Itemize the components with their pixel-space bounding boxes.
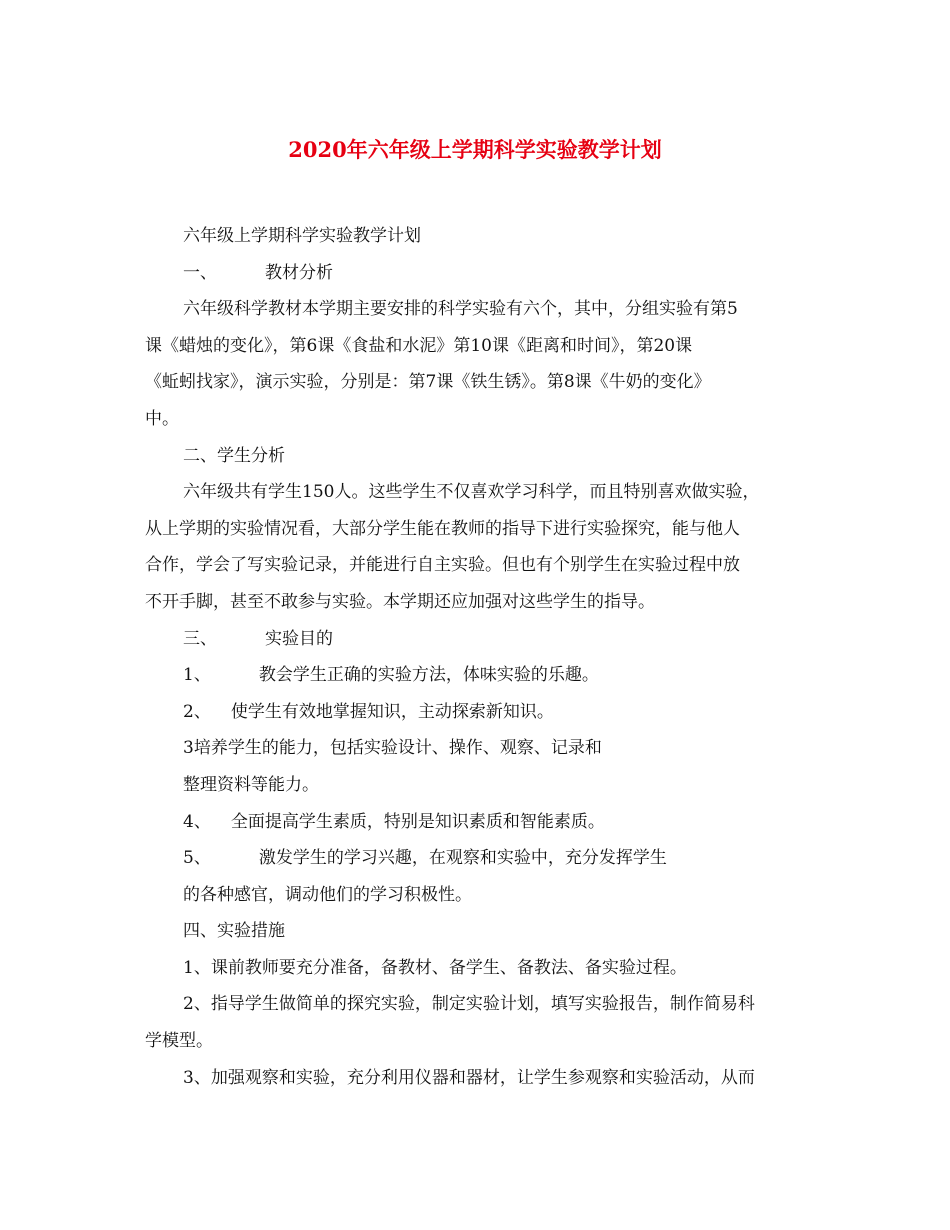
list-item-number: 4、 (183, 811, 211, 832)
list-item (145, 730, 813, 767)
paragraph-line: 从上学期的实验情况看，大部分学生能在教师的指导下进行实验探究，能与他人 (145, 518, 740, 539)
list-item (145, 804, 813, 841)
list-item-number: 5、 (183, 848, 211, 869)
list-item-number: 2、 (183, 701, 211, 722)
section-heading-students: 二、学生分析 (183, 445, 285, 466)
document-subtitle: 六年级上学期科学实验教学计划 (183, 226, 421, 246)
list-item-text: 的各种感官，调动他们的学习积极性。 (183, 884, 472, 905)
paragraph-line: 《蚯蚓找家》，演示实验，分别是：第7课《铁生锈》。第8课《牛奶的变化》 (145, 372, 711, 393)
paragraph-line: 3、加强观察和实验，充分利用仪器和器材，让学生参观察和实验活动，从而 (183, 1067, 755, 1088)
paragraph-line: 学模型。 (145, 1031, 213, 1052)
paragraph-line: 合作，学会了写实验记录，并能进行自主实验。但也有个别学生在实验过程中放 (145, 555, 740, 576)
section-heading-text: 实验目的 (265, 628, 333, 649)
section-number: 三、 (183, 628, 217, 649)
list-item-text: 激发学生的学习兴趣，在观察和实验中，充分发挥学生 (258, 848, 667, 869)
section-heading-text: 教材分析 (265, 262, 333, 283)
list-item-text: 教会学生正确的实验方法，体味实验的乐趣。 (258, 665, 599, 686)
list-item (145, 767, 813, 804)
section-heading-materials (145, 255, 813, 292)
list-item (145, 840, 813, 877)
paragraph-line: 中。 (145, 408, 179, 429)
paragraph-line: 六年级共有学生150人。这些学生不仅喜欢学习科学，而且特别喜欢做实验， (183, 482, 760, 503)
paragraph-line: 2、指导学生做简单的探究实验，制定实验计划，填写实验报告，制作简易科 (183, 994, 755, 1015)
paragraph-line: 六年级科学教材本学期主要安排的科学实验有六个，其中，分组实验有第5 (183, 299, 738, 320)
list-item-text: 使学生有效地掌握知识，主动探索新知识。 (230, 701, 554, 722)
list-item-text: 全面提高学生素质，特别是知识素质和智能素质。 (230, 811, 605, 832)
document-title: 2020年六年级上学期科学实验教学计划 (288, 137, 662, 162)
list-item-text: 3培养学生的能力，包括实验设计、操作、观察、记录和 (183, 738, 602, 759)
list-item (145, 657, 813, 694)
paragraph-line: 不开手脚，甚至不敢参与实验。本学期还应加强对这些学生的指导。 (145, 591, 655, 612)
list-item (145, 694, 813, 731)
paragraph-line: 1、课前教师要充分准备，备教材、备学生、备教法、备实验过程。 (183, 957, 687, 978)
paragraph-line: 课《蜡烛的变化》，第6课《食盐和水泥》第10课《距离和时间》，第20课 (145, 335, 693, 356)
section-number: 一、 (183, 262, 217, 283)
section-heading-goals (145, 621, 813, 658)
list-item (145, 877, 813, 914)
section-heading-measures: 四、实验措施 (183, 921, 285, 942)
list-item-text: 整理资料等能力。 (183, 774, 319, 795)
list-item-number: 1、 (183, 665, 211, 686)
document-body (145, 218, 813, 1096)
